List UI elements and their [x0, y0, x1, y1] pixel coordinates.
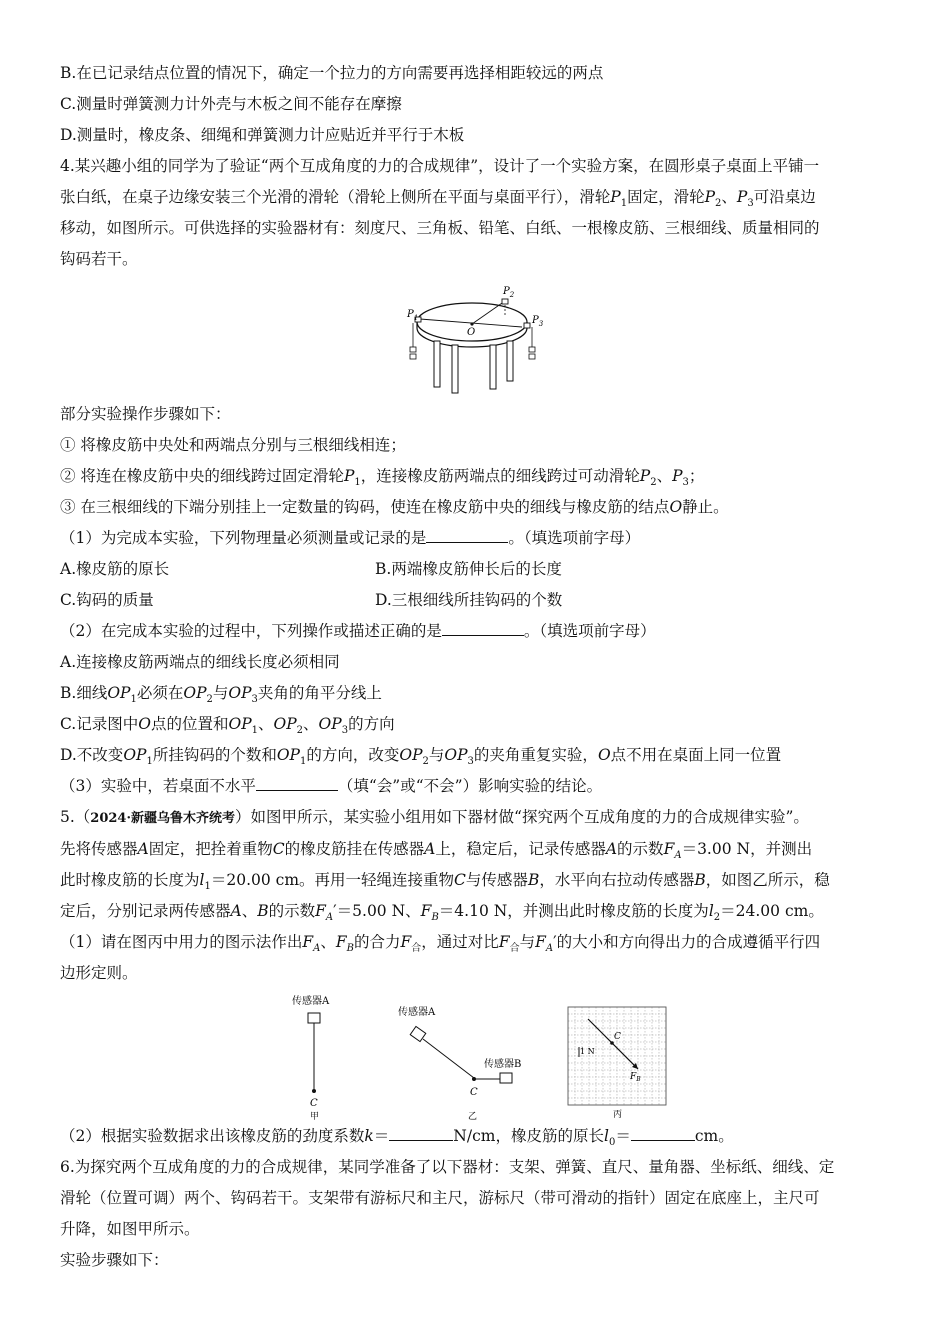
yi-c-label: C: [470, 1087, 478, 1098]
option-a[interactable]: A.橡皮筋的原长: [60, 560, 170, 578]
question-5-line1: 5.（2024·新疆乌鲁木齐统考）如图甲所示，某实验小组用如下器材做“探究两个互成角度的力的合成规律实验”。: [60, 808, 809, 826]
question-5-line3: 此时橡皮筋的长度为$l_1=20.00$ cm。再用一轻绳连接重物C与传感器B，水平向右拉动传感器B，如图乙所示，稳: [60, 871, 830, 893]
answer-blank-k[interactable]: [389, 1122, 453, 1141]
jia-sensor-label: 传感器A: [292, 996, 330, 1007]
label-p2: $P_2$: [503, 286, 515, 299]
jia-c-label: C: [310, 1098, 318, 1109]
yi-sensor-a-label: 传感器A: [398, 1007, 436, 1018]
step-2: ② 将连在橡皮筋中央的细线跨过固定滑轮$P_1$，连接橡皮筋两端点的细线跨过可动滑轮$P_2$、$P_3$；: [60, 467, 705, 489]
question-5-line2: 先将传感器A固定，把拴着重物C的橡皮筋挂在传感器A上，稳定后，记录传感器A的示数$F_A=3.00$ N，并测出: [60, 840, 813, 862]
part-2-option-b[interactable]: B.细线$OP_1$必须在$OP_2$与$OP_3$夹角的角平分线上: [60, 684, 382, 706]
question-5-part1-line2: 边形定则。: [60, 964, 138, 982]
yi-sensor-b-label: 传感器B: [484, 1059, 522, 1070]
question-4-line2: 张白纸，在桌子边缘安装三个光滑的滑轮（滑轮上侧所在平面与桌面平行），滑轮$P_1$固定，滑轮$P_2$、$P_3$可沿桌边: [60, 188, 816, 210]
part-1-options-cd: [60, 585, 895, 616]
bing-grid: [568, 1007, 666, 1105]
answer-blank-3[interactable]: [256, 772, 338, 791]
part-3-question: （3）实验中，若桌面不水平 （填“会”或“不会”）影响实验的结论。: [60, 771, 895, 802]
part-2-option-d[interactable]: D.不改变$OP_1$所挂钩码的个数和$OP_1$的方向，改变$OP_2$与$OP_3$的夹角重复实验，O点不用在桌面上同一位置: [60, 746, 782, 768]
bing-c-label: C: [614, 1032, 621, 1042]
step-3: ③ 在三根细线的下端分别挂上一定数量的钩码，使连在橡皮筋中央的细线与橡皮筋的结点O静止。: [60, 498, 729, 516]
step-1: ① 将橡皮筋中央处和两端点分别与三根细线相连；: [60, 436, 406, 454]
question-4-line3: 移动，如图所示。可供选择的实验器材有：刻度尺、三角板、铅笔、白纸、一根橡皮筋、三根细线、质量相同的: [60, 219, 820, 237]
part-2-option-a[interactable]: A.连接橡皮筋两端点的细线长度必须相同: [60, 653, 340, 671]
question-4-line1: 4.某兴趣小组的同学为了验证“两个互成角度的力的合成规律”，设计了一个实验方案，在圆形桌子桌面上平铺一: [60, 157, 820, 175]
question-5-part1-line1: （1）请在图丙中用力的图示法作出$F_A$、$F_B$的合力$F_合$，通过对比$F_合$与$F_A'$的大小和方向得出力的合成遵循平行四: [60, 933, 821, 955]
jia-caption: 甲: [310, 1112, 320, 1121]
question-6-line4: 实验步骤如下：: [60, 1251, 169, 1269]
question-5-line4: 定后，分别记录两传感器A、B的示数$F_A'=5.00$ N、$F_B=4.10$ N，并测出此时橡皮筋的长度为$l_2=24.00$ cm。: [60, 902, 824, 924]
option-c-prev: C.测量时弹簧测力计外壳与木板之间不能存在摩擦: [60, 95, 402, 113]
option-d-prev: D.测量时，橡皮条、细绳和弹簧测力计应贴近并平行于木板: [60, 126, 465, 144]
answer-blank-1[interactable]: [426, 524, 508, 543]
round-table-figure: [60, 277, 895, 397]
sensor-figures: [60, 993, 895, 1121]
bing-fb-label: $F_B$: [630, 1072, 641, 1083]
answer-blank-l0[interactable]: [631, 1122, 695, 1141]
question-6-line1: 6.为探究两个互成角度的力的合成规律，某同学准备了以下器材：支架、弹簧、直尺、量角器、坐标纸、细线、定: [60, 1158, 835, 1176]
answer-blank-2[interactable]: [442, 617, 524, 636]
label-p3: $P_3$: [532, 315, 544, 328]
round-table-diagram: [60, 277, 895, 397]
source-tag: 2024·新疆乌鲁木齐统考: [90, 811, 236, 826]
question-4-line4: 钩码若干。: [60, 250, 138, 268]
yi-caption: 乙: [468, 1112, 478, 1121]
bing-scale-label: 1 N: [580, 1047, 595, 1056]
question-5-part2: （2）根据实验数据求出该橡皮筋的劲度系数k＝ N/cm，橡皮筋的原长$l_0=$ cm。: [60, 1121, 895, 1152]
question-6-line2: 滑轮（位置可调）两个、钩码若干。支架带有游标尺和主尺，游标尺（带可滑动的指针）固定在底座上，主尺可: [60, 1189, 820, 1207]
part-1-options-ab: [60, 554, 895, 585]
sensor-diagram: [60, 993, 895, 1121]
part-1-question: （1）为完成本实验，下列物理量必须测量或记录的是 。（填选项前字母）: [60, 523, 895, 554]
label-p1: $P_1$: [407, 309, 419, 322]
option-b-prev: B.在已记录结点位置的情况下，确定一个拉力的方向需要再选择相距较远的两点: [60, 64, 604, 82]
label-o: O: [467, 327, 476, 338]
document-page: [60, 58, 895, 1276]
bing-caption: 丙: [613, 1110, 623, 1120]
option-c[interactable]: C.钩码的质量: [60, 591, 154, 609]
part-2-question: （2）在完成本实验的过程中，下列操作或描述正确的是 。（填选项前字母）: [60, 616, 895, 647]
option-b[interactable]: B.两端橡皮筋伸长后的长度: [375, 560, 562, 578]
option-d[interactable]: D.三根细线所挂钩码的个数: [375, 591, 563, 609]
question-6-line3: 升降，如图甲所示。: [60, 1220, 200, 1238]
part-2-option-c[interactable]: C.记录图中O点的位置和$OP_1$、$OP_2$、$OP_3$的方向: [60, 715, 395, 737]
steps-title: 部分实验操作步骤如下：: [60, 405, 231, 423]
